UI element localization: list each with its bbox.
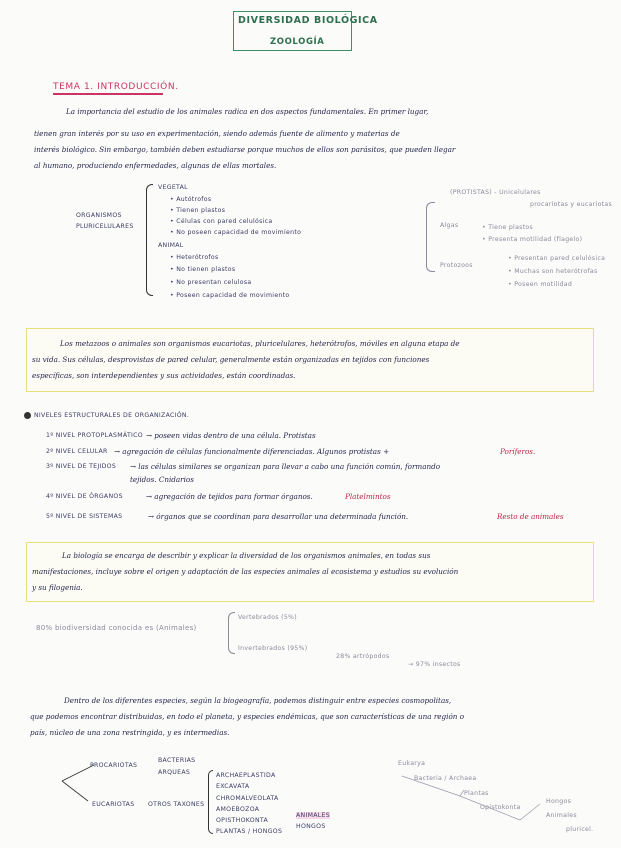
vegetal-item: • Tienen plastos: [170, 207, 226, 214]
level-name: 4º NIVEL DE ÓRGANOS: [46, 493, 123, 500]
species-bracket: [228, 612, 235, 654]
animal-label: ANIMAL: [158, 242, 184, 249]
phylo-label: Bacteria / Archaea: [414, 775, 477, 782]
tree-bracket: [208, 770, 213, 834]
tree-node: BACTERIAS: [158, 757, 196, 764]
protists-head: (PROTISTAS) - Unicelulares: [450, 189, 541, 196]
protists-head: procariotas y eucariotas: [530, 201, 613, 208]
tree-list-item: ARCHAEPLASTIDA: [216, 772, 276, 779]
bullet-icon: [24, 412, 31, 419]
level-name: 2º NIVEL CELULAR: [46, 448, 108, 455]
tree-node: EUCARIOTAS: [92, 801, 135, 808]
definition-line: y su filogenia.: [32, 583, 83, 592]
organisms-label: PLURICELULARES: [76, 223, 134, 230]
phylo-label: Plantas: [464, 790, 489, 797]
animal-item: • No presentan celulosa: [170, 279, 252, 286]
tree-list-item: CHROMALVEOLATA: [216, 795, 279, 802]
definition-line: manifestaciones, incluye sobre el origen y adaptación de las especies animales al ecosistema y estudios su evolución: [32, 567, 459, 576]
biodiversity-note: 80% biodiversidad conocida es (Animales): [36, 624, 197, 632]
algas-item: • Tiene plastos: [482, 224, 534, 231]
protists-bracket: [426, 202, 435, 272]
level-text: tejidos. Cnidarios: [130, 475, 194, 484]
page-title: DIVERSIDAD BIOLÓGICA: [238, 15, 378, 26]
definition-line: La biología se encarga de describir y explicar la diversidad de los organismos animales, en todas sus: [62, 551, 431, 560]
vegetal-item: • Autótrofos: [170, 196, 212, 203]
level-text: → órganos que se coordinan para desarrollar una determinada función.: [148, 512, 409, 521]
definition-line: su vida. Sus células, desprovistas de pared celular, generalmente están organizadas en tejidos con funciones: [32, 355, 430, 364]
level-name: 3º NIVEL DE TEJIDOS: [46, 463, 117, 470]
phylo-label: Opistokonta: [480, 804, 521, 811]
phylo-label: pluricel.: [566, 826, 594, 833]
tree-node: PROCARIOTAS: [90, 762, 138, 769]
section-underline: [53, 93, 163, 95]
phylo-label: Eukarya: [398, 760, 426, 767]
tree-node: ARQUEAS: [158, 769, 191, 776]
tree-list-item: EXCAVATA: [216, 783, 250, 790]
level-text: → agregación de células funcionalmente diferenciadas. Algunos protistas +: [114, 447, 390, 456]
protozoos-item: • Poseen motilidad: [508, 281, 573, 288]
protozoos-label: Protozoos: [440, 262, 473, 269]
tree-list-item: PLANTAS / HONGOS: [216, 828, 283, 835]
definition-line: específicas, son interdependientes y sus actividades, están coordinadas.: [32, 371, 296, 380]
level-text: → poseen vidas dentro de una célula. Protistas: [146, 431, 316, 440]
phylo-label: Hongos: [546, 798, 572, 805]
tree-list-item: OPISTHOKONTA: [216, 817, 269, 824]
phylo-label: Animales: [546, 812, 577, 819]
organisms-label: ORGANISMOS: [76, 212, 122, 219]
page-subtitle: ZOOLOGÍA: [270, 37, 325, 47]
animal-item: • Heterótrofos: [170, 254, 219, 261]
vegetal-label: VEGETAL: [158, 184, 188, 191]
distribution-line: que podemos encontrar distribuidas, en todo el planeta, y especies endémicas, que son características de una región o: [30, 712, 465, 721]
animal-item: • Poseen capacidad de movimiento: [170, 292, 290, 299]
intro-line: La importancia del estudio de los animales radica en dos aspectos fundamentales. En primer lugar,: [66, 107, 429, 116]
tree-animals: ANIMALES: [296, 812, 330, 819]
vegetal-item: • No poseen capacidad de movimiento: [170, 229, 302, 236]
intro-line: tienen gran interés por su uso en experimentación, siendo además fuente de alimento y materias de: [34, 129, 400, 138]
algas-label: Algas: [440, 222, 459, 229]
organisms-bracket: [146, 184, 153, 296]
animal-item: • No tienen plastos: [170, 266, 236, 273]
protozoos-item: • Presentan pared celulósica: [508, 255, 606, 262]
level-text: → agregación de tejidos para formar órganos.: [146, 492, 313, 501]
invertebrates-label: Invertebrados (95%): [238, 645, 308, 652]
vertebrates-label: Vertebrados (5%): [238, 614, 297, 621]
vegetal-item: • Células con pared celulósica: [170, 218, 273, 225]
insects-label: → 97% insectos: [408, 661, 461, 668]
tree-node: OTROS TAXONES: [148, 801, 205, 808]
tree-fungi: HONGOS: [296, 823, 326, 830]
level-name: 5º NIVEL DE SISTEMAS: [46, 513, 123, 520]
intro-line: interés biológico. Sin embargo, también deben estudiarse porque muchos de ellos son parásitos, que pueden llegar: [34, 145, 456, 154]
level-example: Platelmintos: [345, 492, 391, 501]
intro-line: al humano, produciendo enfermedades, algunas de ellas mortales.: [34, 161, 277, 170]
distribution-line: Dentro de los diferentes especies, según la biogeografía, podemos distinguir entre especies cosmopolitas,: [64, 696, 452, 705]
levels-heading: NIVELES ESTRUCTURALES DE ORGANIZACIÓN.: [34, 412, 190, 419]
tree-list-item: AMOEBOZOA: [216, 806, 260, 813]
distribution-line: país, núcleo de una zona restringida, y es intermedias.: [30, 728, 230, 737]
algas-item: • Presenta motilidad (flagelo): [482, 236, 583, 243]
phylo-lines: [400, 770, 580, 840]
arthropods-label: 28% artrópodos: [336, 653, 390, 660]
definition-line: Los metazoos o animales son organismos eucariotas, pluricelulares, heterótrofos, móviles en alguna etapa de: [60, 339, 460, 348]
section-heading: TEMA 1. INTRODUCCIÓN.: [53, 82, 179, 92]
protozoos-item: • Muchas son heterótrofas: [508, 268, 598, 275]
level-text: → las células similares se organizan para llevar a cabo una función común, formando: [130, 462, 441, 471]
level-example: Resto de animales: [497, 512, 564, 521]
level-name: 1º NIVEL PROTOPLASMÁTICO: [46, 432, 143, 439]
level-example: Poríferos.: [500, 447, 536, 456]
